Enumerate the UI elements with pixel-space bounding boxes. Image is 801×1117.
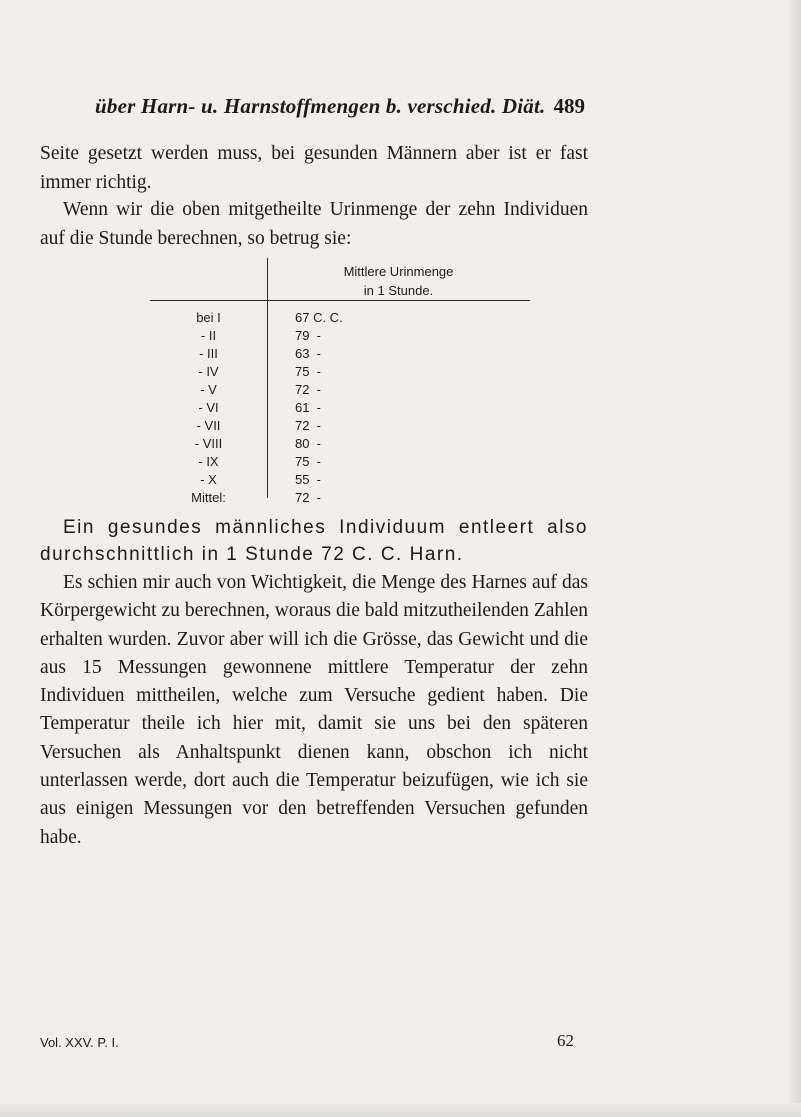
table-row-mean bbox=[150, 490, 530, 507]
paragraph-4: Es schien mir auch von Wichtigkeit, die Menge des Harnes auf das Körpergewicht zu berechnen, woraus die bald mitzutheilenden Zahlen erhalten wurden. Zuvor aber will ich die Grösse, das Gewicht und die aus 15 Messungen gewonnene mittlere Temperatur der zehn Individuen mittheilen, welche zum Versuche gedient haben. Die Temperatur theile ich hier mit, damit sie uns bei den späteren Versuchen als Anhaltspunkt dienen kann, obschon ich nicht unterlassen werde, dort auch die Temperatur beizufügen, wie ich sie aus einigen Messungen vor den betreffenden Versuchen gefunden habe. bbox=[40, 572, 588, 848]
table-header-line-1: Mittlere Urinmenge bbox=[343, 264, 454, 279]
row-value: 72 - bbox=[295, 382, 322, 397]
row-value: 75 - bbox=[295, 454, 322, 469]
row-value: 55 - bbox=[295, 472, 322, 487]
row-label: - VIII bbox=[194, 436, 223, 451]
sheet-number: 62 bbox=[557, 1031, 574, 1050]
row-label: - X bbox=[200, 472, 217, 487]
table-row bbox=[150, 310, 530, 327]
running-header bbox=[95, 94, 585, 124]
table-header bbox=[267, 262, 530, 300]
table-row bbox=[150, 328, 530, 345]
table-row bbox=[150, 346, 530, 363]
table-row bbox=[150, 364, 530, 381]
paragraph-3-spaced: Ein gesundes männliches Individuum entleert also durchschnittlich in 1 Stunde 72 C. C. Harn. bbox=[40, 517, 588, 565]
row-value: 67 C. C. bbox=[295, 310, 343, 325]
row-value: 79 - bbox=[295, 328, 322, 343]
row-label: bei I bbox=[196, 310, 221, 325]
table-row bbox=[150, 472, 530, 489]
table-header-line-2: in 1 Stunde. bbox=[363, 283, 434, 298]
row-value: 72 - bbox=[295, 418, 322, 433]
row-value: 75 - bbox=[295, 364, 322, 379]
page-number: 489 bbox=[553, 94, 585, 118]
row-label: - V bbox=[200, 382, 217, 397]
row-value: 61 - bbox=[295, 400, 322, 415]
page-edge-right bbox=[789, 0, 801, 1117]
row-label: - IX bbox=[198, 454, 219, 469]
table-row bbox=[150, 382, 530, 399]
table-row bbox=[150, 400, 530, 417]
volume-signature: Vol. XXV. P. I. bbox=[40, 1035, 119, 1050]
row-value: 80 - bbox=[295, 436, 322, 451]
row-label: - II bbox=[200, 328, 217, 343]
row-label: - III bbox=[199, 346, 218, 361]
table-row bbox=[150, 454, 530, 471]
row-label: - VI bbox=[198, 400, 219, 415]
row-value: 63 - bbox=[295, 346, 322, 361]
row-value: 72 - bbox=[295, 490, 322, 505]
running-header-title: über Harn- u. Harnstoffmengen b. verschied. Diät. bbox=[95, 94, 546, 118]
table-header-rule bbox=[150, 300, 530, 301]
row-label: - VII bbox=[196, 418, 221, 433]
page-edge-bottom bbox=[0, 1103, 801, 1117]
table-row bbox=[150, 418, 530, 435]
urine-table bbox=[150, 258, 530, 505]
row-label: Mittel: bbox=[191, 490, 226, 505]
row-label: - IV bbox=[198, 364, 219, 379]
paragraph-1: Seite gesetzt werden muss, bei gesunden Männern aber ist er fast immer richtig. bbox=[40, 143, 588, 193]
table-row bbox=[150, 436, 530, 453]
paragraph-2: Wenn wir die oben mitgetheilte Urinmenge der zehn Individuen auf die Stunde berechnen, so betrug sie: bbox=[40, 199, 588, 249]
